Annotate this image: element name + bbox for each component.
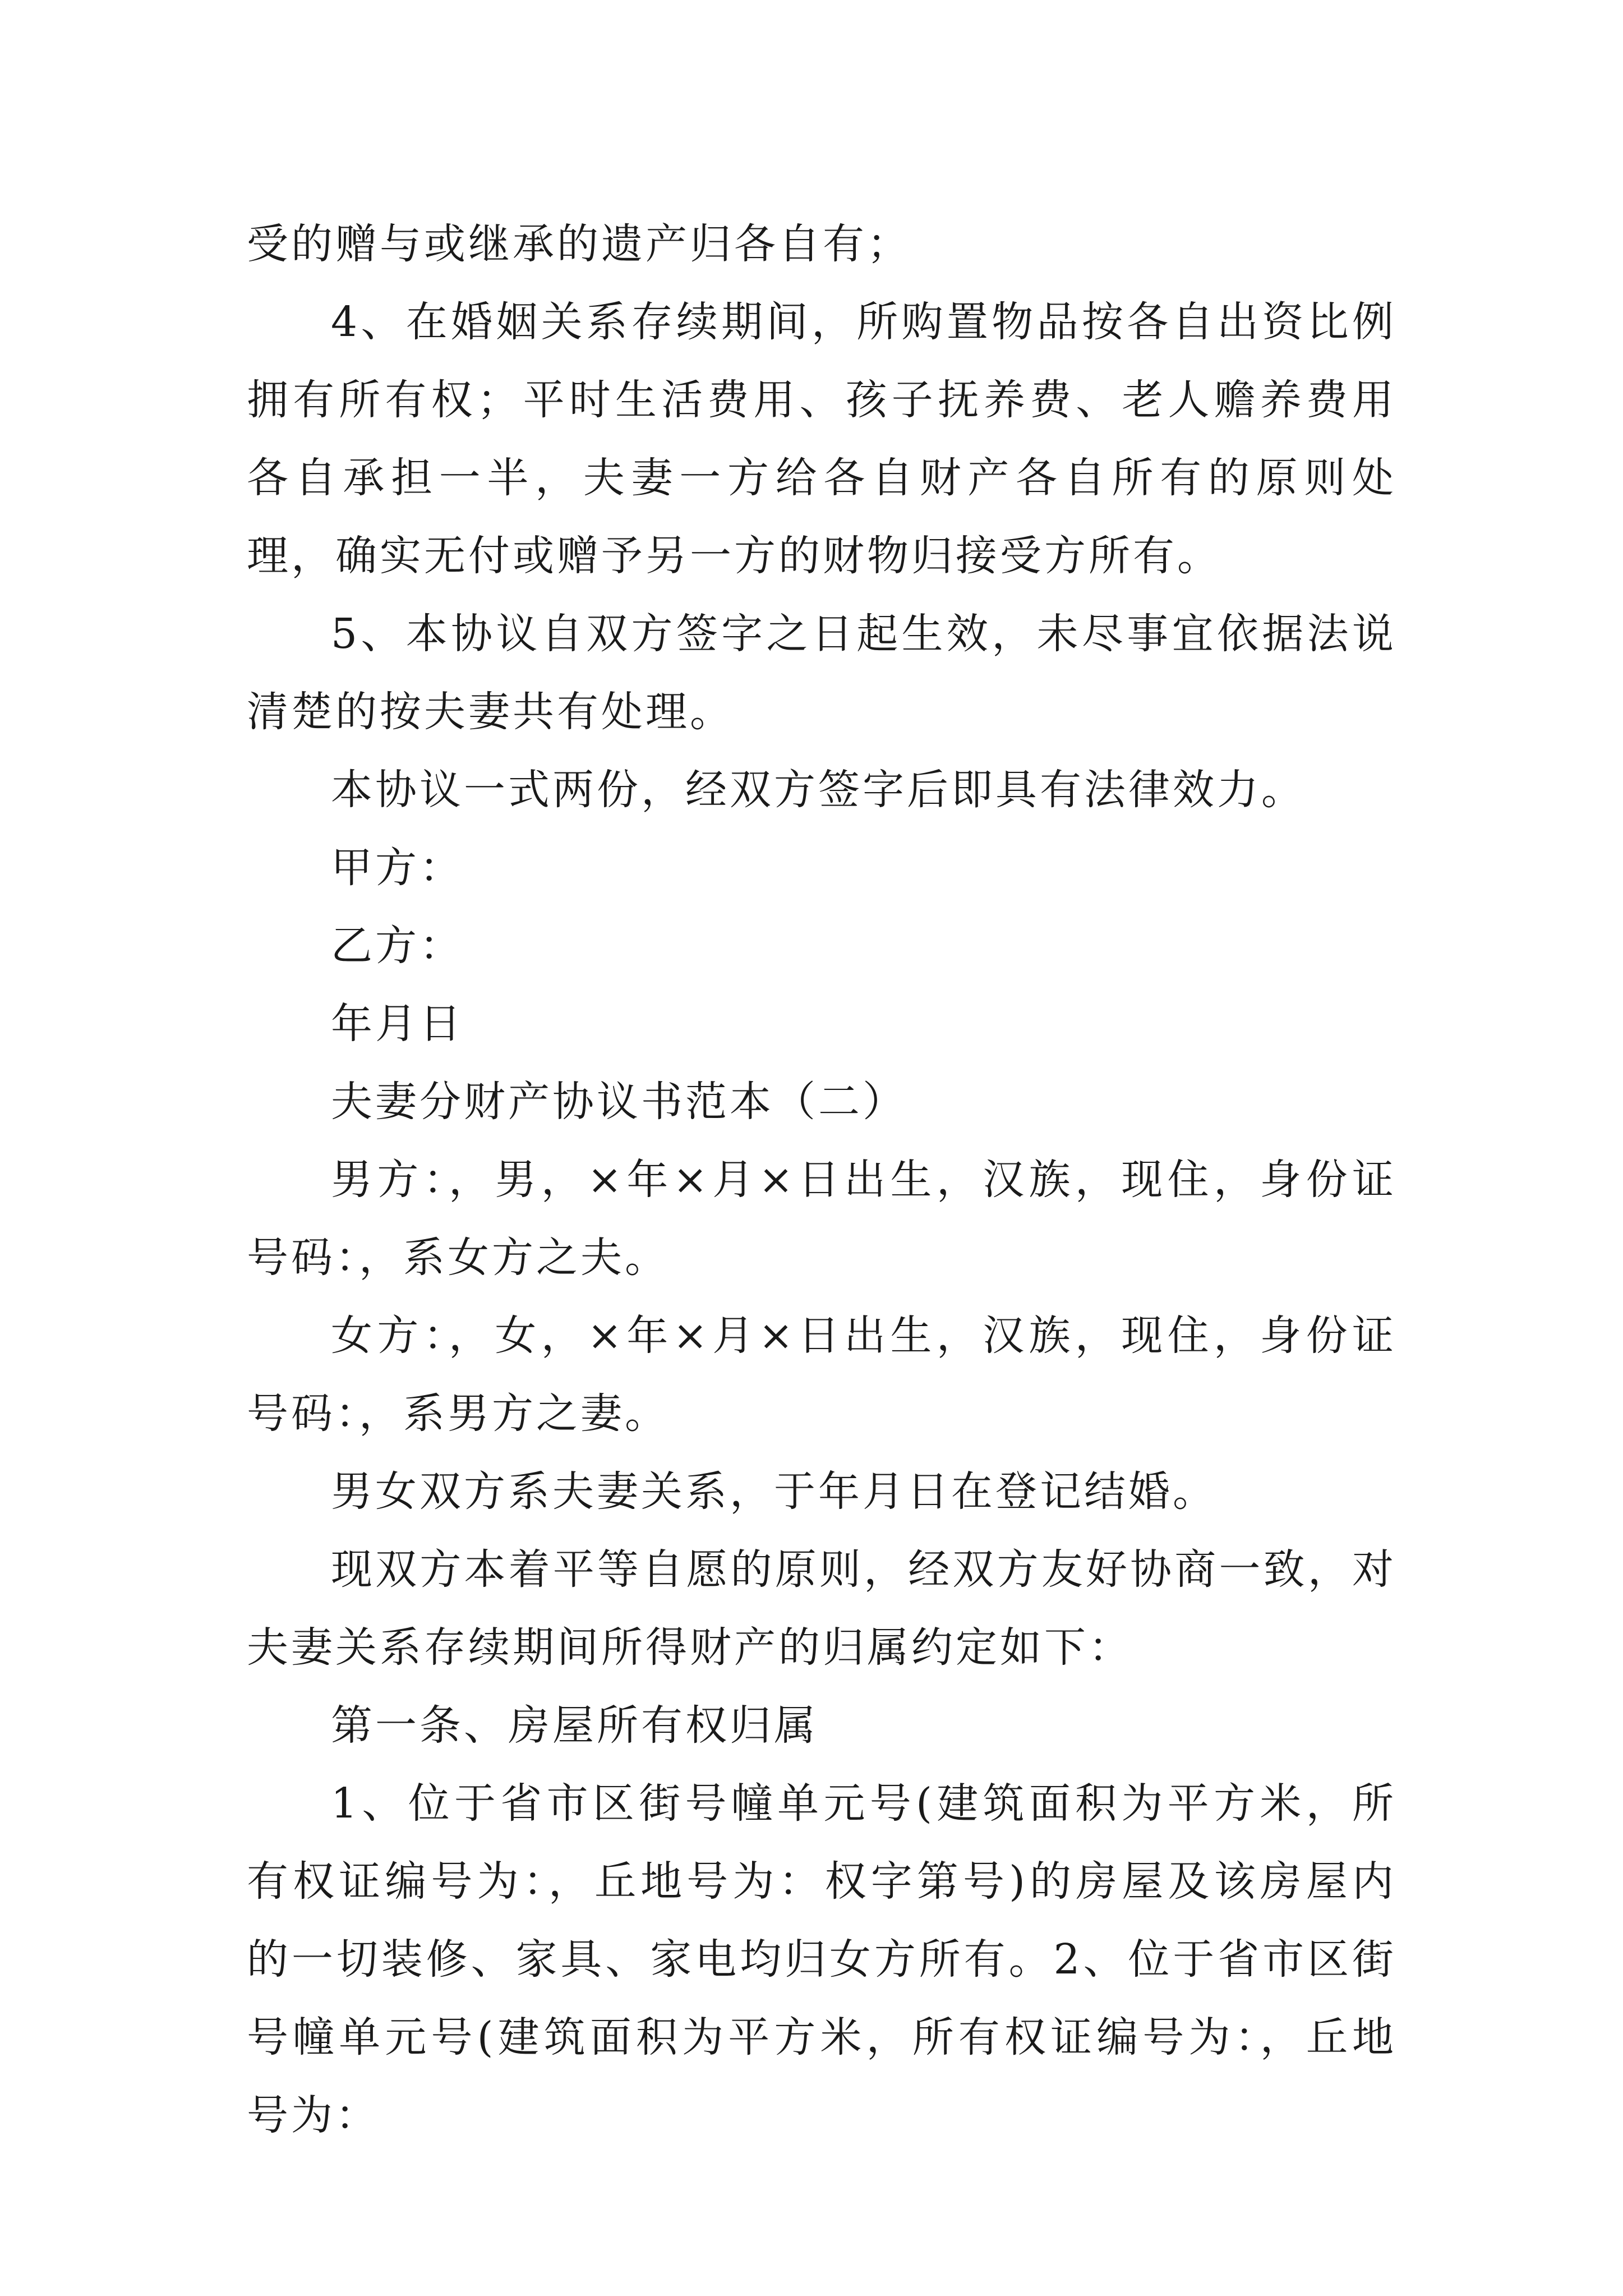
- article-1-body: 1、位于省市区街号幢单元号(建筑面积为平方米，所有权证编号为：，丘地号为：权字第号)的房屋及该房屋内的一切装修、家具、家电均归女方所有。2、位于省市区街号幢单元号(建筑面积为平方米，所有权证编号为：，丘地号为：: [247, 1779, 1396, 2139]
- document-body: [247, 205, 1396, 2155]
- paragraph-wife: 女方：，女，×年×月×日出生，汉族，现住，身份证号码：，系男方之妻。: [247, 1312, 1396, 1438]
- paragraph-agreement: 现双方本着平等自愿的原则，经双方友好协商一致，对夫妻关系存续期间所得财产的归属约定如下：: [247, 1545, 1396, 1672]
- party-b-label: 乙方：: [331, 922, 464, 970]
- date-label: 年月日: [331, 1000, 464, 1048]
- paragraph-3: 5、本协议自双方签字之日起生效，未尽事宜依据法说清楚的按夫妻共有处理。: [247, 610, 1396, 736]
- paragraph-1: 受的赠与或继承的遗产归各自有；: [247, 220, 911, 268]
- section-title: 夫妻分财产协议书范本（二）: [331, 1078, 907, 1126]
- article-1-title: 第一条、房屋所有权归属: [331, 1701, 818, 1750]
- party-a-label: 甲方：: [331, 844, 464, 892]
- paragraph-marriage: 男女双方系夫妻关系，于年月日在登记结婚。: [331, 1467, 1217, 1516]
- paragraph-2: 4、在婚姻关系存续期间，所购置物品按各自出资比例拥有所有权；平时生活费用、孩子抚养费、老人赡养费用各自承担一半，夫妻一方给各自财产各自所有的原则处理，确实无付或赠予另一方的财物归接受方所有。: [247, 298, 1396, 580]
- paragraph-husband: 男方：，男，×年×月×日出生，汉族，现住，身份证号码：，系女方之夫。: [247, 1156, 1396, 1282]
- paragraph-4: 本协议一式两份，经双方签字后即具有法律效力。: [331, 766, 1306, 814]
